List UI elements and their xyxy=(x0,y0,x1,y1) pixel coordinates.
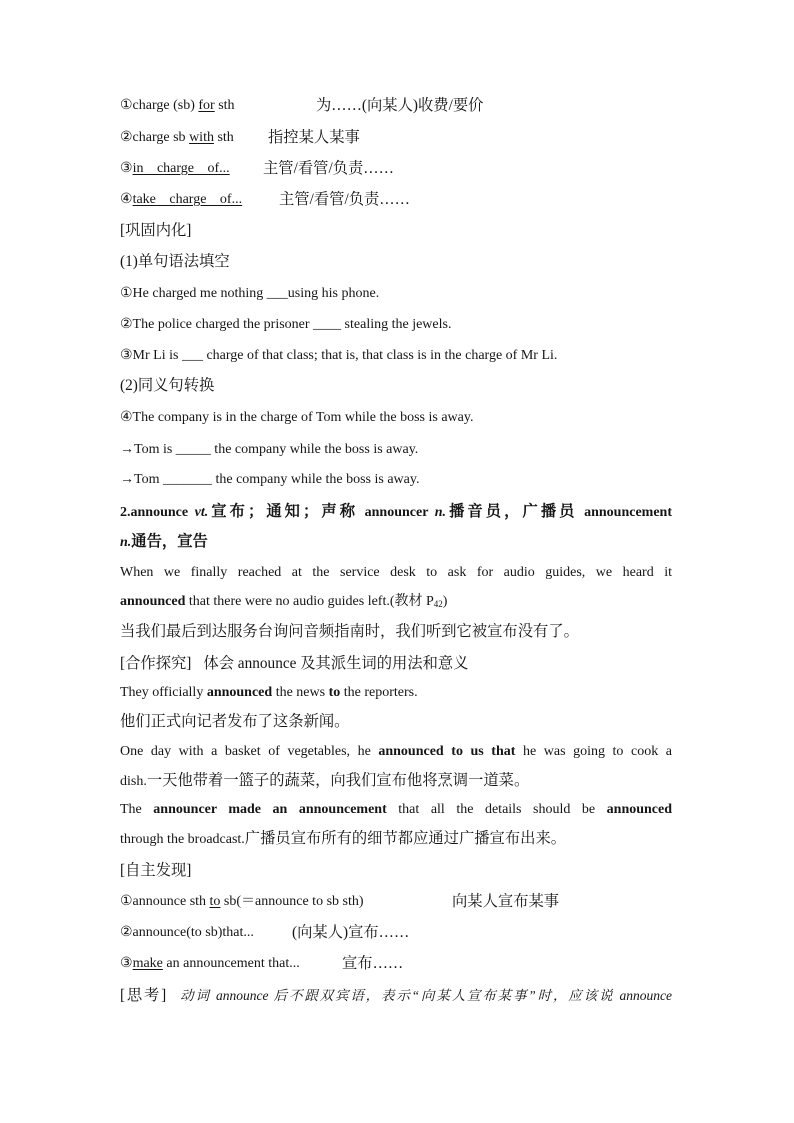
phrase-charge-for: ①charge (sb) for sth 为……(向某人)收费/要价 xyxy=(120,95,235,117)
phrase-charge-with: ②charge sb with sth 指控某人某事 xyxy=(120,127,234,149)
example-sentence-line1: When we finally reached at the service desk to ask for audio guides, we heard it xyxy=(120,565,672,580)
usage-make-announcement: ③make an announcement that... 宣布…… xyxy=(120,953,300,975)
explore-translation-1: 他们正式向记者发布了这条新闻。 xyxy=(120,713,350,730)
underlined-word: with xyxy=(189,130,214,145)
phrase-meaning: 主管/看管/负责…… xyxy=(263,160,394,177)
explore-sentence-2-end: dish.一天他带着一篮子的蔬菜，向我们宣布他将烹调一道菜。 xyxy=(120,772,530,789)
underlined-word: to xyxy=(209,894,221,909)
usage-meaning: 宣布…… xyxy=(342,955,404,972)
explore-sentence-3-end: through the broadcast.广播员宣布所有的细节都应通过广播宣布出来。 xyxy=(120,830,567,847)
exercise-question-3: ③Mr Li is ___ charge of that class; that is, that class is in the charge of Mr Li. xyxy=(120,348,558,363)
example-sentence-line2: announced that there were no audio guides left.(教材 $P_{42}$) xyxy=(120,594,448,609)
vocab-entry-announce: 2.announce vt.宣布；通知；声称 announcer n.播音员，广播员 announcement xyxy=(120,503,672,520)
exercise-question-4: ④The company is in the charge of Tom while the boss is away. xyxy=(120,410,474,425)
exercise-question-2: ②The police charged the prisoner ____ stealing the jewels. xyxy=(120,317,452,332)
explore-sentence-2: One day with a basket of vegetables, he announced to us that he was going to cook a xyxy=(120,744,672,759)
exercise-rewrite-b: →Tom _______ the company while the boss is away. xyxy=(120,472,420,487)
underlined-word: in charge of... xyxy=(132,161,230,176)
phrase-meaning: 为……(向某人)收费/要价 xyxy=(316,97,484,114)
usage-meaning: (向某人)宣布…… xyxy=(292,924,410,941)
underlined-word: take charge of... xyxy=(132,192,243,207)
section-heading-think: [思考] xyxy=(120,987,167,1004)
exercise-part2-title: (2)同义句转换 xyxy=(120,377,215,394)
underlined-word: for xyxy=(198,98,215,113)
exercise-part1-title: (1)单句语法填空 xyxy=(120,253,230,270)
phrase-meaning: 主管/看管/负责…… xyxy=(279,191,410,208)
usage-announce-that: ②announce(to sb)that... (向某人)宣布…… xyxy=(120,922,254,944)
section-heading-explore: [合作探究] 体会 announce 及其派生词的用法和意义 xyxy=(120,655,469,672)
phrase-meaning: 指控某人某事 xyxy=(268,129,360,146)
exercise-question-1: ①He charged me nothing ___using his phone. xyxy=(120,286,380,301)
explore-sentence-1: They officially announced the news to the reporters. xyxy=(120,685,418,700)
section-heading-consolidate: [巩固内化] xyxy=(120,222,192,239)
section-heading-discover: [自主发现] xyxy=(120,862,192,879)
usage-meaning: 向某人宣布某事 xyxy=(452,893,560,910)
phrase-take-charge-of: ④take charge of... 主管/看管/负责…… xyxy=(120,189,242,211)
think-note: [思考] 动词 announce 后不跟双宾语，表示“向某人宣布某事”时，应该说 announce xyxy=(120,987,672,1004)
explore-sentence-3: The announcer made an announcement that all the details should be announced xyxy=(120,802,672,817)
example-translation: 当我们最后到达服务台询问音频指南时，我们听到它被宣布没有了。 xyxy=(120,623,579,640)
usage-announce-to: ①announce sth to sb(＝announce to sb sth) 向某人宣布某事 xyxy=(120,891,364,913)
underlined-word: make xyxy=(132,956,163,971)
phrase-in-charge-of: ③in charge of... 主管/看管/负责…… xyxy=(120,158,230,180)
vocab-entry-announcement-def: n.通告，宣告 xyxy=(120,533,208,550)
exercise-rewrite-a: →Tom is _____ the company while the boss is away. xyxy=(120,442,419,457)
